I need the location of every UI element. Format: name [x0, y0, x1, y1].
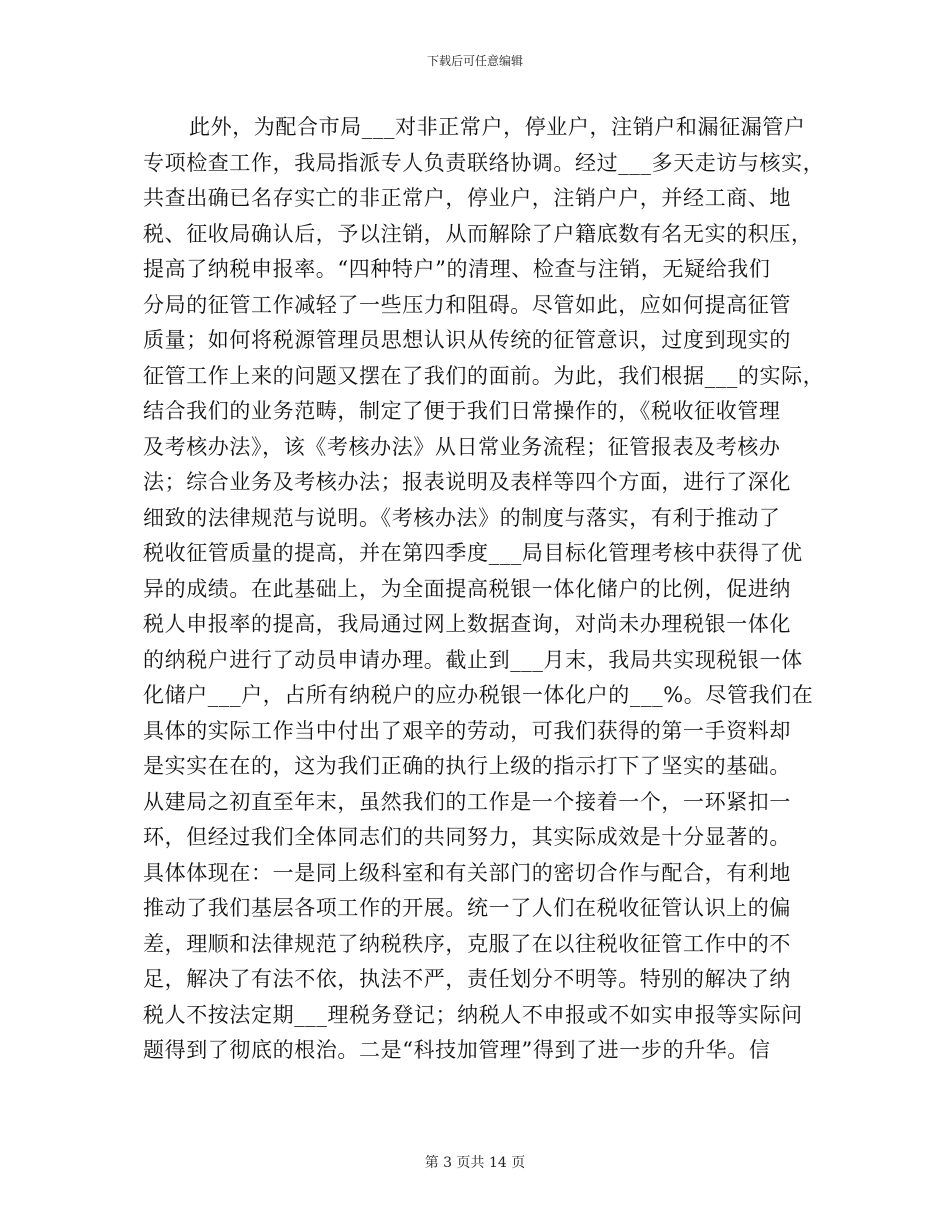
text-line: 分局的征管工作减轻了一些压力和阻碍。尽管如此，应如何提高征管 — [143, 292, 791, 317]
text-line: 异的成绩。在此基础上，为全面提高税银一体化储户的比例，促进纳 — [143, 576, 791, 601]
text-line: 质量；如何将税源管理员思想认识从传统的征管意识，过度到现实的 — [143, 328, 791, 352]
text-line: 税人申报率的提高，我局通过网上数据查询，对尚未办理税银一体化 — [143, 612, 791, 636]
text-line: 此外，为配合市局___对非正常户，停业户，注销户和漏征漏管户 — [189, 115, 806, 139]
text-line: 环，但经过我们全体同志们的共同努力，其实际成效是十分显著的。 — [143, 825, 791, 849]
text-line: 具体的实际工作当中付出了艰辛的劳动，可我们获得的第一手资料却 — [143, 718, 791, 743]
text-line: 共查出确已名存实亡的非正常户，停业户，注销户户，并经工商、地 — [143, 186, 791, 210]
page-header: 下载后可任意编辑 — [426, 54, 523, 68]
text-line: 从建局之初直至年末，虽然我们的工作是一个接着一个，一环紧扣一 — [143, 789, 791, 814]
page-number: 第 3 页共 14 页 — [424, 1155, 526, 1171]
text-line: 专项检查工作，我局指派专人负责联络协调。经过___多天走访与核实， — [143, 150, 825, 175]
text-line: 化储户___户，占所有纳税户的应办税银一体化户的___%。尽管我们在 — [143, 683, 814, 707]
text-line: 具体体现在：一是同上级科室和有关部门的密切合作与配合，有利地 — [143, 860, 791, 885]
text-line: 足，解决了有法不依，执法不严，责任划分不明等。特别的解决了纳 — [143, 967, 791, 991]
text-line: 是实实在在的，这为我们正确的执行上级的指示打下了坚实的基础。 — [143, 754, 791, 778]
text-line: 结合我们的业务范畴，制定了便于我们日常操作的，《税收征收管理 — [143, 399, 781, 423]
text-line: 及考核办法》，该《考核办法》从日常业务流程；征管报表及考核办 — [143, 434, 781, 459]
text-line: 法；综合业务及考核办法；报表说明及表样等四个方面，进行了深化 — [143, 470, 791, 494]
text-line: 的纳税户进行了动员申请办理。截止到___月末，我局共实现税银一体 — [143, 647, 803, 672]
text-line: 税人不按法定期___理税务登记；纳税人不申报或不如实申报等实际问 — [143, 1002, 803, 1027]
text-line: 征管工作上来的问题又摆在了我们的面前。为此，我们根据___的实际， — [143, 363, 825, 388]
text-line: 税、征收局确认后，予以注销，从而解除了户籍底数有名无实的积压， — [143, 221, 813, 246]
body-text — [143, 110, 823, 1069]
text-line: 题得到了彻底的根治。二是“科技加管理”得到了进一步的升华。信 — [143, 1038, 771, 1062]
text-line: 推动了我们基层各项工作的开展。统一了人们在税收征管认识上的偏 — [143, 896, 791, 920]
text-line: 差，理顺和法律规范了纳税秩序，克服了在以往税收征管工作中的不 — [143, 931, 791, 956]
text-line: 税收征管质量的提高，并在第四季度___局目标化管理考核中获得了优 — [143, 541, 803, 565]
text-line: 提高了纳税申报率。“四种特户”的清理、检查与注销，无疑给我们 — [143, 257, 771, 281]
text-line: 细致的法律规范与说明。《考核办法》的制度与落实，有利于推动了 — [143, 505, 781, 530]
